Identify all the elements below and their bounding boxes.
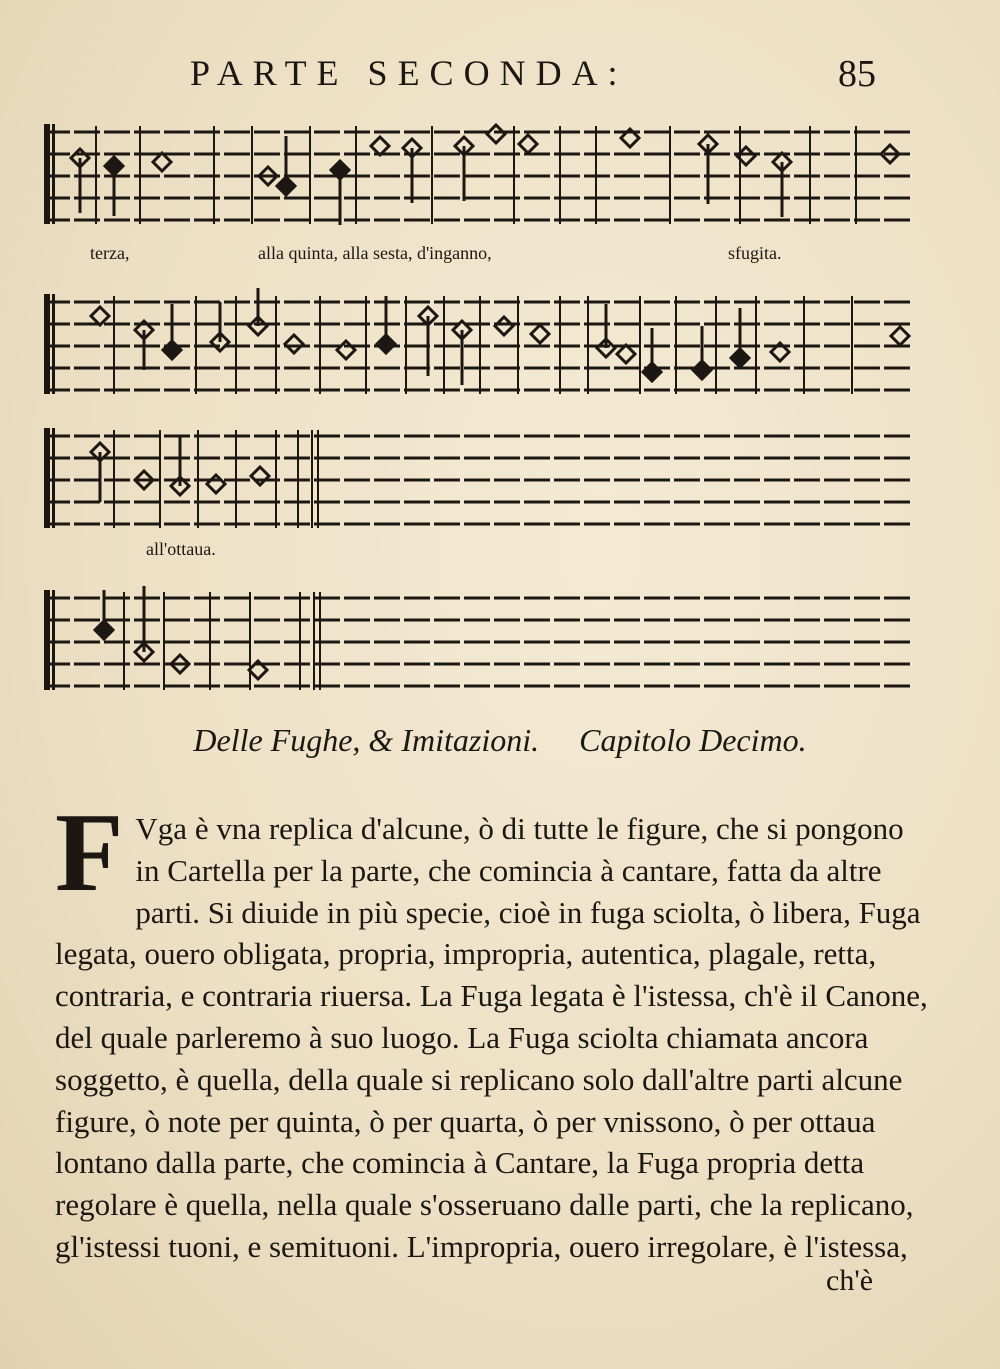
catchword: ch'è xyxy=(826,1264,874,1297)
running-title: PARTE SECONDA: xyxy=(190,53,628,93)
clef-bar xyxy=(44,294,50,394)
note-head xyxy=(487,125,505,143)
music-staff-3 xyxy=(40,422,920,559)
drop-cap: F xyxy=(55,791,124,915)
note-head xyxy=(91,307,109,325)
staff-notation xyxy=(40,422,920,534)
note-head xyxy=(617,345,635,363)
music-staff-1 xyxy=(40,118,920,263)
lyric-all-ottaua: all'ottaua. xyxy=(146,539,216,559)
lyric-alla-quinta: alla quinta, alla sesta, d'inganno, xyxy=(258,243,492,263)
note-head xyxy=(519,135,537,153)
clef-bar xyxy=(52,124,55,224)
lyric-terza: terza, xyxy=(90,243,130,263)
chapter-title: Delle Fughe, & Imitazioni. xyxy=(193,722,540,758)
staff-notation xyxy=(40,584,920,696)
note-head xyxy=(207,475,225,493)
body-paragraph xyxy=(55,791,935,1268)
note-head xyxy=(495,317,513,335)
music-staff-4 xyxy=(40,584,920,696)
note-head xyxy=(337,341,355,359)
staff-notation xyxy=(40,288,920,400)
clef-bar xyxy=(44,428,50,528)
note-head xyxy=(531,325,549,343)
note-head xyxy=(891,327,909,345)
page-number: 85 xyxy=(838,53,876,95)
chapter-heading xyxy=(0,722,1000,759)
clef-bar xyxy=(44,124,50,224)
chapter-label: Capitolo Decimo. xyxy=(579,722,807,758)
clef-bar xyxy=(44,590,50,690)
note-head xyxy=(251,467,269,485)
note-head xyxy=(285,335,303,353)
note-head xyxy=(153,153,171,171)
staff-notation xyxy=(40,118,920,230)
music-staff-2 xyxy=(40,288,920,400)
clef-bar xyxy=(52,428,55,528)
note-head xyxy=(371,137,389,155)
lyric-sfugita: sfugita. xyxy=(728,243,782,263)
clef-bar xyxy=(52,590,55,690)
clef-bar xyxy=(52,294,55,394)
body-text: Vga è vna replica d'alcune, ò di tutte le figure, che si pongono in Cartella per la parte, che comincia à cantare, fatta da altre parti. Si diuide in più specie, cioè in fuga sciolta, ò libera, Fuga legata, ouero obligata, propria, impropria, autentica, plagale, retta, contraria, e contraria riuersa. La Fuga legata è l'istessa, ch'è il Canone, del quale parleremo à suo luogo. La Fuga sciolta chiamata ancora soggetto, è quella, della quale si replicano solo dall'altre parti alcune figure, ò note per quinta, ò per quarta, ò per vnissono, ò per ottaua lontano dalla parte, che comincia à Cantare, la Fuga propria detta regolare è quella, nella quale s'osseruano dalle parti, che la replicano, gl'istessi tuoni, e semituoni. L'impropria, ouero irregolare, è l'istessa, xyxy=(55,811,928,1264)
